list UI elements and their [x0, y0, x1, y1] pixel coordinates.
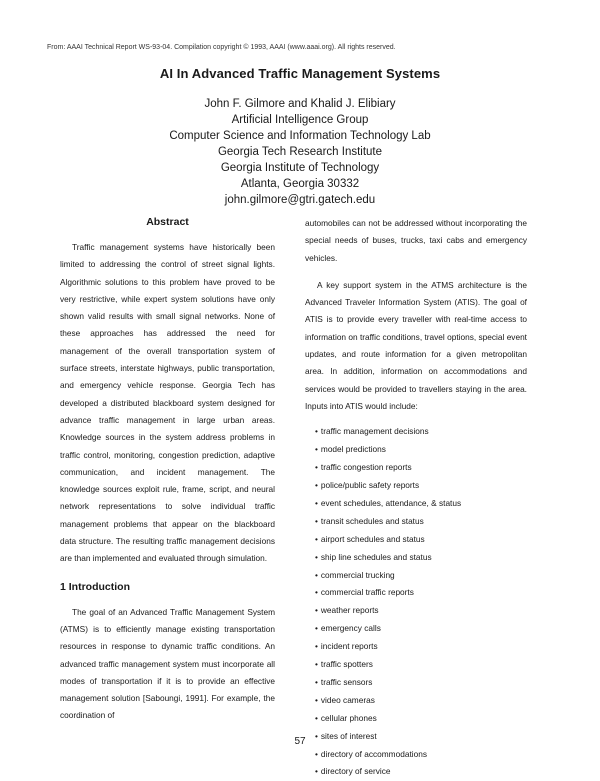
introduction-heading: 1 Introduction: [60, 580, 130, 593]
introduction-text: The goal of an Advanced Traffic Management System (ATMS) is to efficiently manage existing transportation resources in response to dynamic traffic conditions. An advanced traffic management system must incorporate all modes of transportation if it is to provide an effective management solution [Saboungi, 1991]. For example, the coordination of: [60, 606, 275, 721]
list-item: • directory of accommodations: [315, 746, 527, 764]
atis-paragraph: A key support system in the ATMS architecture is the Advanced Traveler Information System (ATIS). The goal of ATIS is to provide every traveller with real-time access to information on traffic conditions, travel options, special event updates, and route information for a given metropolitan area. In addition, information on accommodations and services would be provided to travellers staying in the area. Inputs into ATIS would include:: [305, 279, 527, 411]
list-item: • transit schedules and status: [315, 513, 527, 531]
list-item: • traffic congestion reports: [315, 459, 527, 477]
list-item: • traffic management decisions: [315, 423, 527, 441]
author-lab: Computer Science and Information Technology Lab: [169, 130, 431, 142]
abstract-heading: Abstract: [146, 216, 189, 228]
copyright-note: From: AAAI Technical Report WS-93-04. Compilation copyright © 1993, AAAI (www.aaai.org). All rights reserved.: [47, 44, 396, 51]
atis-inputs-list: [315, 423, 527, 781]
page-number: 57: [294, 736, 306, 747]
author-email: john.gilmore@gtri.gatech.edu: [224, 194, 376, 206]
author-institute: Georgia Tech Research Institute: [217, 146, 383, 158]
list-item: • cellular phones: [315, 710, 527, 728]
left-column: [60, 215, 275, 725]
author-location: Atlanta, Georgia 30332: [240, 178, 360, 190]
list-item: • commercial traffic reports: [315, 584, 527, 602]
author-group: Artificial Intelligence Group: [231, 114, 369, 126]
author-block: [0, 96, 600, 208]
list-item: • ship line schedules and status: [315, 549, 527, 567]
list-item: • airport schedules and status: [315, 531, 527, 549]
list-item: • video cameras: [315, 692, 527, 710]
abstract-text: Traffic management systems have historically been limited to addressing the control of street signal lights. Algorithmic solutions to this problem have proved to be very restrictive, while expert system solutions have only shown valid results with small signal networks. None of these approaches has addressed the need for management of the overall transportation system of surface streets, interstate highways, public transportation, and emergency vehicle response. Georgia Tech has developed a distributed blackboard system designed for advance traffic management in large urban areas. Knowledge sources in the system address problems in traffic control, monitoring, congestion prediction, adaptive communication, and incident management. The knowledge sources exploit rule, frame, script, and neural network representations to solve individual traffic management problems that appear on the blackboard data structure. The resulting traffic management decisions are than implemented and evaluated through simulation.: [60, 242, 275, 564]
list-item: • weather reports: [315, 602, 527, 620]
list-item: • police/public safety reports: [315, 477, 527, 495]
list-item: • model predictions: [315, 441, 527, 459]
list-item: • sites of interest: [315, 728, 527, 746]
paper-title: AI In Advanced Traffic Management Systems: [159, 66, 441, 81]
list-item: • traffic spotters: [315, 656, 527, 674]
list-item: • directory of service: [315, 763, 527, 781]
author-university: Georgia Institute of Technology: [220, 162, 380, 174]
list-item: • event schedules, attendance, & status: [315, 495, 527, 513]
list-item: • emergency calls: [315, 620, 527, 638]
continuation-text: automobiles can not be addressed without incorporating the special needs of buses, trucks, taxi cabs and emergency vehicles.: [305, 218, 527, 263]
list-item: • commercial trucking: [315, 567, 527, 585]
right-column: [305, 215, 527, 781]
list-item: • incident reports: [315, 638, 527, 656]
list-item: • traffic sensors: [315, 674, 527, 692]
author-names: John F. Gilmore and Khalid J. Elibiary: [204, 98, 396, 110]
